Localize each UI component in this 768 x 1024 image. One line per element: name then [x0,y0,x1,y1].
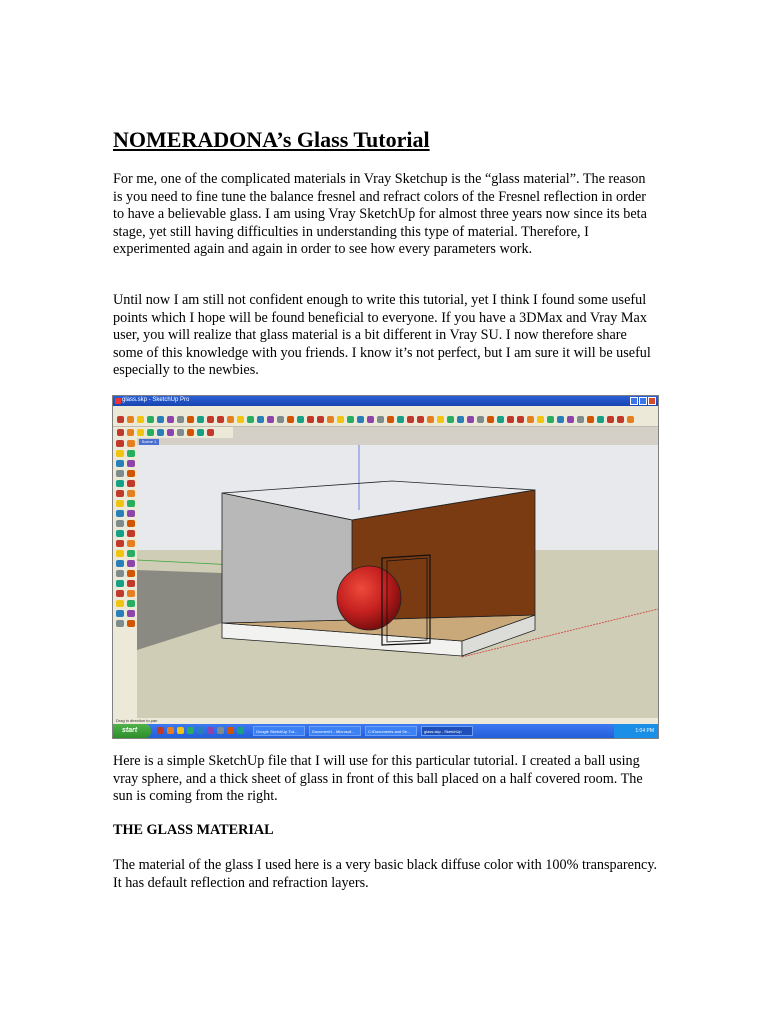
palette-tool-icon[interactable] [116,530,124,537]
quick-launch-icon[interactable] [197,727,204,734]
window-title: glass.skp - SketchUp Pro [122,397,190,403]
palette-tool-icon[interactable] [127,580,135,587]
palette-tool-icon[interactable] [127,540,135,547]
toolbar-tool-icon[interactable] [427,416,434,423]
palette-tool-icon[interactable] [127,500,135,507]
task-buttons [253,726,473,736]
toolbar-tool-icon[interactable] [277,416,284,423]
toolbar-tool-icon[interactable] [617,416,624,423]
quick-launch-icon[interactable] [237,727,244,734]
toolbar-tool-icon[interactable] [337,416,344,423]
toolbar-tool-icon[interactable] [357,416,364,423]
toolbar-tool-icon[interactable] [297,416,304,423]
toolbar-tool-icon[interactable] [597,416,604,423]
toolbar-tool-icon[interactable] [157,416,164,423]
scene-tab[interactable]: Scene 1 [139,439,159,445]
toolbar-tool-icon[interactable] [527,416,534,423]
third-paragraph: Here is a simple SketchUp file that I will use for this particular tutorial. I created a ball using vray sphere, and a thick sheet of glass in front of this ball placed on a half covered room. The sun is coming from the right. [113,753,643,805]
palette-tool-icon[interactable] [127,530,135,537]
toolbar-tool-icon[interactable] [247,416,254,423]
toolbar-tool-icon[interactable] [457,416,464,423]
palette-tool-icon[interactable] [127,620,135,627]
quick-launch-icon[interactable] [167,727,174,734]
window-controls [630,397,656,405]
start-button[interactable]: start [113,724,151,738]
minimize-button[interactable] [630,397,638,405]
3d-viewport[interactable] [137,445,658,718]
toolbar-tool-icon[interactable] [197,416,204,423]
toolbar-tool-icon[interactable] [417,416,424,423]
task-button[interactable]: Google SketchUp Tut... [253,726,305,736]
toolbar-tool-icon[interactable] [627,416,634,423]
palette-tool-icon[interactable] [127,510,135,517]
toolbar-tool-icon[interactable] [607,416,614,423]
toolbar-tool-icon[interactable] [307,416,314,423]
intro-paragraph: For me, one of the complicated materials in Vray Sketchup is the “glass material”. The reason is you need to fine tune the balance fresnel and refract colors of the Fresnel reflection in order to have a believable glass. I am using Vray SketchUp for almost three years now since its beta stage, yet still having difficulties in understanding this type of material. Therefore, I experimented again and again in order to see how every parameters work. [113,171,647,258]
quick-launch-icon[interactable] [227,727,234,734]
vray-sphere [337,566,401,630]
palette-tool-icon[interactable] [116,480,124,487]
toolbar-tool-icon[interactable] [167,429,174,436]
system-tray [614,724,658,738]
toolbar-tool-icon[interactable] [567,416,574,423]
toolbar-tool-icon[interactable] [257,416,264,423]
toolbar-tool-icon[interactable] [447,416,454,423]
palette-tool-icon[interactable] [127,470,135,477]
palette-tool-icon[interactable] [116,460,124,467]
toolbar-tool-icon[interactable] [187,416,194,423]
toolbar-tool-icon[interactable] [587,416,594,423]
toolbar-icons [117,416,634,423]
sketchup-screenshot [112,395,659,739]
toolbar-tool-icon[interactable] [397,416,404,423]
toolbar-tool-icon[interactable] [327,416,334,423]
toolbar-tool-icon[interactable] [117,429,124,436]
toolbar-tool-icon[interactable] [217,416,224,423]
toolbar-tool-icon[interactable] [467,416,474,423]
toolbar-tool-icon[interactable] [177,416,184,423]
toolbar-tool-icon[interactable] [287,416,294,423]
palette-tool-icon[interactable] [127,520,135,527]
menu-bar [113,406,658,414]
toolbar-tool-icon[interactable] [147,429,154,436]
palette-tool-icon[interactable] [127,610,135,617]
palette-tool-icon[interactable] [116,470,124,477]
palette-tool-icon[interactable] [116,620,124,627]
toolbar-tool-icon[interactable] [437,416,444,423]
palette-tool-icon[interactable] [127,570,135,577]
sketchup-app-icon [115,398,121,404]
palette-tool-icon[interactable] [116,580,124,587]
toolbar2-icons [117,429,214,436]
status-text: Drag in direction to pan [116,718,158,723]
maximize-button[interactable] [639,397,647,405]
tool-icons [116,440,135,627]
palette-tool-icon[interactable] [116,490,124,497]
quick-launch-icon[interactable] [187,727,194,734]
toolbar-tool-icon[interactable] [187,429,194,436]
task-button[interactable]: C:\Documents and Se... [365,726,417,736]
toolbar-tool-icon[interactable] [557,416,564,423]
toolbar-tool-icon[interactable] [487,416,494,423]
palette-tool-icon[interactable] [116,500,124,507]
palette-tool-icon[interactable] [116,510,124,517]
toolbar-tool-icon[interactable] [197,429,204,436]
toolbar-tool-icon[interactable] [127,416,134,423]
task-button[interactable]: glass.skp - SketchUp [421,726,473,736]
toolbar-tool-icon[interactable] [137,416,144,423]
toolbar-tool-icon[interactable] [537,416,544,423]
toolbar-tool-icon[interactable] [157,429,164,436]
palette-tool-icon[interactable] [127,600,135,607]
toolbar-tool-icon[interactable] [407,416,414,423]
toolbar-tool-icon[interactable] [497,416,504,423]
toolbar-tool-icon[interactable] [207,429,214,436]
quick-launch-icon[interactable] [207,727,214,734]
palette-tool-icon[interactable] [127,450,135,457]
toolbar-tool-icon[interactable] [237,416,244,423]
palette-tool-icon[interactable] [116,600,124,607]
palette-tool-icon[interactable] [127,440,135,447]
toolbar-tool-icon[interactable] [347,416,354,423]
palette-tool-icon[interactable] [116,520,124,527]
section-heading: THE GLASS MATERIAL [113,822,274,838]
toolbar-tool-icon[interactable] [127,429,134,436]
toolbar-tool-icon[interactable] [547,416,554,423]
toolbar-tool-icon[interactable] [267,416,274,423]
palette-tool-icon[interactable] [127,460,135,467]
palette-tool-icon[interactable] [116,570,124,577]
palette-tool-icon[interactable] [127,550,135,557]
quick-launch-icon[interactable] [177,727,184,734]
toolbar-tool-icon[interactable] [377,416,384,423]
palette-tool-icon[interactable] [116,550,124,557]
palette-tool-icon[interactable] [116,440,124,447]
quick-launch [157,727,244,734]
toolbar-tool-icon[interactable] [147,416,154,423]
toolbar-tool-icon[interactable] [387,416,394,423]
palette-tool-icon[interactable] [116,540,124,547]
quick-launch-icon[interactable] [157,727,164,734]
toolbar-tool-icon[interactable] [167,416,174,423]
palette-tool-icon[interactable] [127,480,135,487]
palette-tool-icon[interactable] [127,590,135,597]
toolbar-tool-icon[interactable] [317,416,324,423]
toolbar-tool-icon[interactable] [507,416,514,423]
close-button[interactable] [648,397,656,405]
clock: 1:04 PM [635,728,654,734]
section-paragraph: The material of the glass I used here is a very basic black diffuse color with 100% transparency. It has default reflection and refraction layers. [113,857,658,891]
toolbar-tool-icon[interactable] [177,429,184,436]
toolbar-tool-icon[interactable] [577,416,584,423]
palette-tool-icon[interactable] [116,560,124,567]
tools-palette [113,438,137,718]
page-title: NOMERADONA’s Glass Tutorial [113,127,430,152]
task-button[interactable]: Document1 - Microsof... [309,726,361,736]
palette-tool-icon[interactable] [127,490,135,497]
toolbar-tool-icon[interactable] [137,429,144,436]
toolbar-tool-icon[interactable] [117,416,124,423]
palette-tool-icon[interactable] [116,590,124,597]
toolbar-tool-icon[interactable] [517,416,524,423]
toolbar-tool-icon[interactable] [227,416,234,423]
toolbar-tool-icon[interactable] [477,416,484,423]
quick-launch-icon[interactable] [217,727,224,734]
palette-tool-icon[interactable] [116,450,124,457]
palette-tool-icon[interactable] [116,610,124,617]
toolbar-tool-icon[interactable] [367,416,374,423]
windows-taskbar [113,724,658,738]
window-titlebar [113,396,658,406]
toolbar-tool-icon[interactable] [207,416,214,423]
palette-tool-icon[interactable] [127,560,135,567]
secondary-toolbar [113,427,233,438]
second-paragraph: Until now I am still not confident enough to write this tutorial, yet I think I found some useful points which I hope will be found beneficial to everyone. If you have a 3DMax and Vray Max user, you will realize that glass material is a bit different in Vray SU. I now therefore share some of this knowledge with you friends. I know it’s not perfect, but I am sure it will be useful especially to the newbies. [113,292,651,379]
main-toolbar [113,414,658,427]
